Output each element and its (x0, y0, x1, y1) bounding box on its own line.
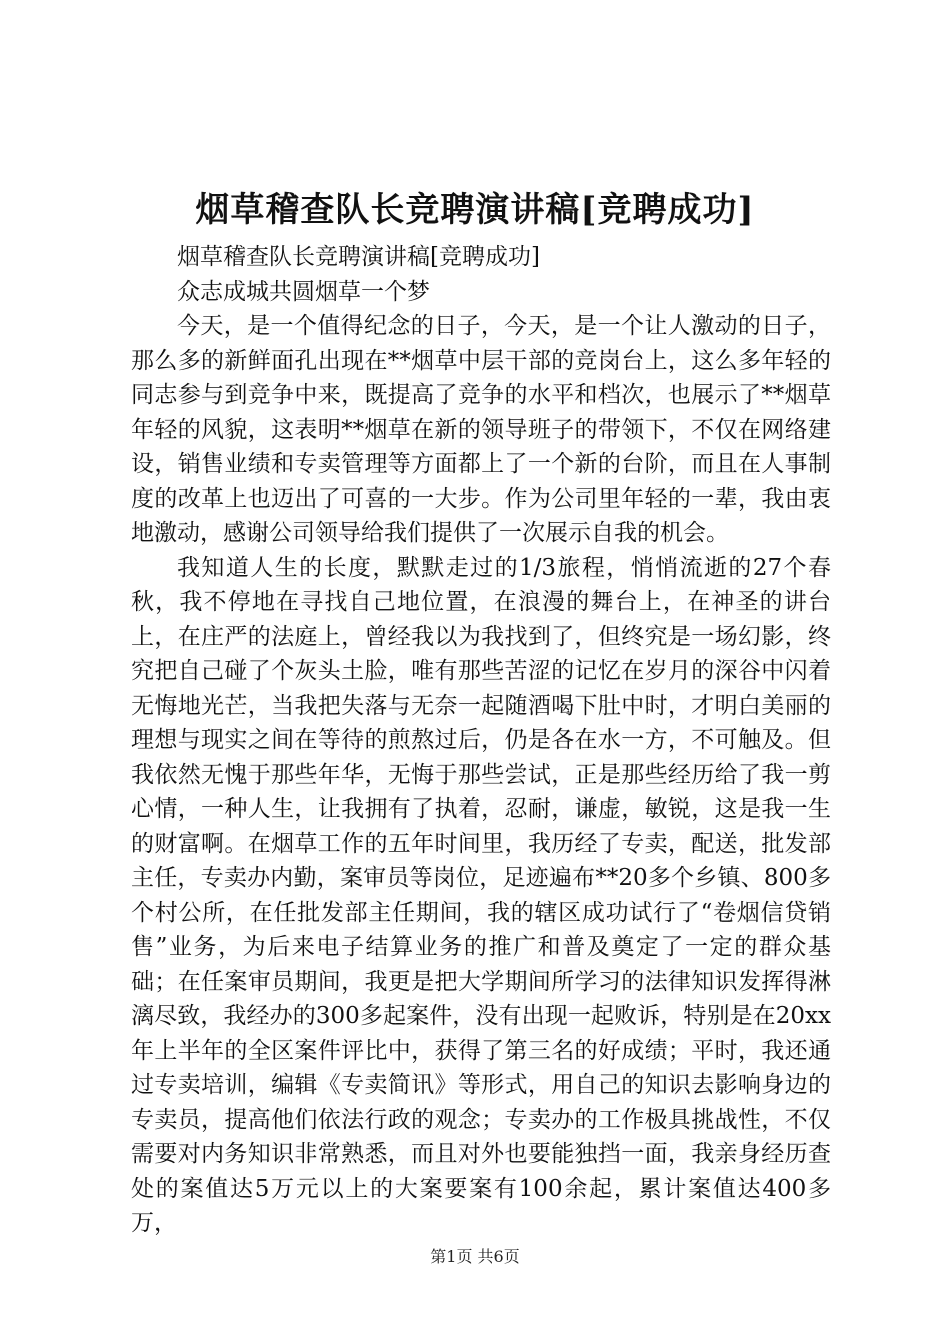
paragraph-opening: 今天，是一个值得纪念的日子，今天，是一个让人激动的日子，那么多的新鲜面孔出现在**烟草中层干部的竞岗台上，这么多年轻的同志参与到竞争中来，既提高了竞争的水平和档次，也展示了**烟草年轻的风貌，这表明**烟草在新的领导班子的带领下，不仅在网络建设，销售业绩和专卖管理等方面都上了一个新的台阶，而且在人事制度的改革上也迈出了可喜的一大步。作为公司里年轻的一辈，我由衷地激动，感谢公司领导给我们提供了一次展示自我的机会。 (131, 313, 831, 546)
paragraph-experience: 我知道人生的长度，默默走过的1/3旅程，悄悄流逝的27个春秋，我不停地在寻找自己地位置，在浪漫的舞台上，在神圣的讲台上，在庄严的法庭上，曾经我以为我找到了，但终究是一场幻影，终究把自己碰了个灰头土脸，唯有那些苦涩的记忆在岁月的深谷中闪着无悔地光芒，当我把失落与无奈一起随酒喝下肚中时，才明白美丽的理想与现实之间在等待的煎熬过后，仍是各在水一方，不可触及。但我依然无愧于那些年华，无悔于那些尝试，正是那些经历给了我一剪心情，一种人生，让我拥有了执着，忍耐，谦虚，敏锐，这是我一生的财富啊。在烟草工作的五年时间里，我历经了专卖，配送，批发部主任，专卖办内勤，案审员等岗位，足迹遍布**20多个乡镇、800多个村公所，在任批发部主任期间，我的辖区成功试行了“卷烟信贷销售”业务，为后来电子结算业务的推广和普及奠定了一定的群众基础；在任案审员期间，我更是把大学期间所学习的法律知识发挥得淋漓尽致，我经办的300多起案件，没有出现一起败诉，特别是在20xx年上半年的全区案件评比中，获得了第三名的好成绩；平时，我还通过专卖培训，编辑《专卖简讯》等形式，用自己的知识去影响身边的专卖员，提高他们依法行政的观念；专卖办的工作极具挑战性，不仅需要对内务知识非常熟悉，而且对外也要能独挡一面，我亲身经历查处的案值达5万元以上的大案要案有100余起，累计案值达400多万， (131, 554, 831, 1236)
document-body (131, 240, 831, 1241)
paragraph-slogan: 众志成城共圆烟草一个梦 (177, 278, 430, 305)
page-footer: 第1页 共6页 (430, 1247, 520, 1266)
paragraph-subtitle-repeat: 烟草稽查队长竞聘演讲稿[竞聘成功] (177, 244, 540, 270)
document-title: 烟草稽查队长竞聘演讲稿[竞聘成功] (195, 190, 755, 230)
